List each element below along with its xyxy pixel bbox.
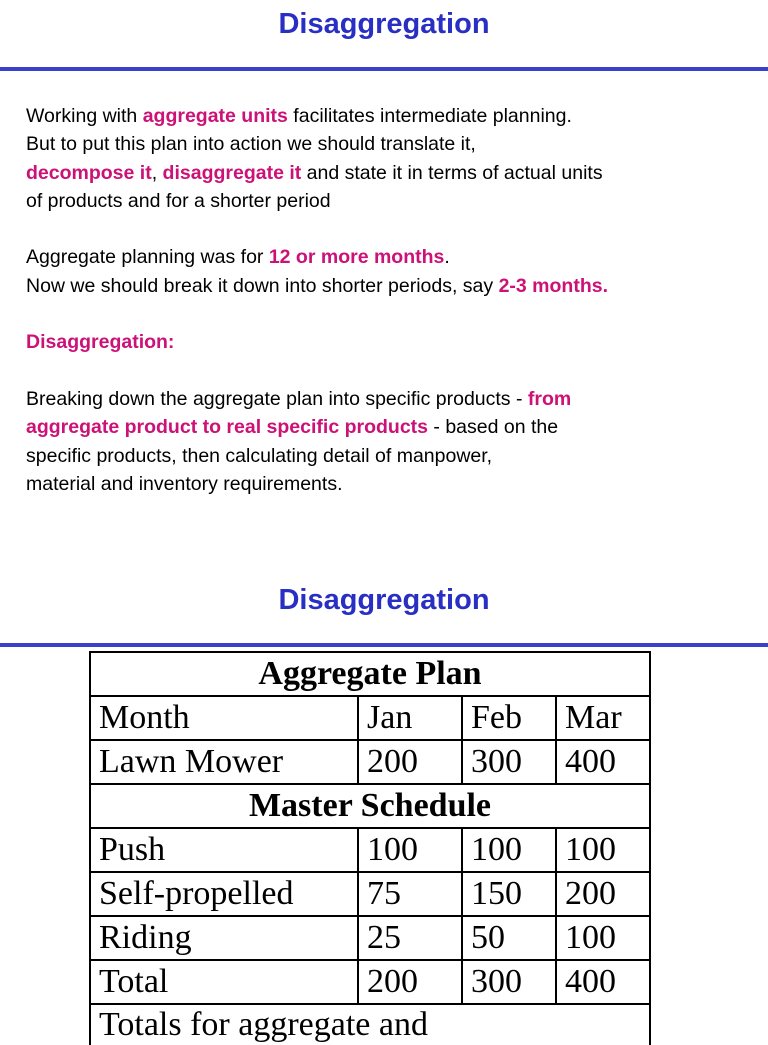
highlight-decompose: decompose it <box>26 161 152 184</box>
month-label: Month <box>90 696 358 740</box>
text: , <box>151 161 163 184</box>
month-cell: Mar <box>556 696 650 740</box>
definition-line-4: material and inventory requirements. <box>26 472 343 495</box>
highlight-disaggregate: disaggregate it <box>162 161 302 184</box>
title-divider <box>0 67 768 71</box>
slide-body <box>26 102 756 498</box>
value-cell: 300 <box>462 960 556 1004</box>
value-cell: 75 <box>358 872 462 916</box>
row-label: Push <box>90 828 358 872</box>
text: . <box>444 246 450 269</box>
value-cell: 25 <box>358 916 462 960</box>
text: Aggregate planning was for <box>26 246 269 269</box>
partial-row: Totals for aggregate and <box>90 1004 650 1045</box>
intro-line-1 <box>26 102 756 130</box>
title-divider-2 <box>0 643 768 647</box>
highlight-2-3-months: 2-3 months. <box>498 274 609 297</box>
text: Now we should break it down into shorter periods, say <box>26 274 499 297</box>
master-schedule-header: Master Schedule <box>90 784 650 828</box>
planning-line-2 <box>26 272 756 300</box>
text: Breaking down the aggregate plan into specific products - <box>26 387 528 410</box>
month-cell: Feb <box>462 696 556 740</box>
row-label: Total <box>90 960 358 1004</box>
section-heading: Disaggregation: <box>26 331 175 354</box>
month-cell: Jan <box>358 696 462 740</box>
table-row <box>90 960 650 1004</box>
definition-line-3: specific products, then calculating detail of manpower, <box>26 444 493 467</box>
value-cell: 100 <box>358 828 462 872</box>
highlight-12-months: 12 or more months <box>268 246 445 269</box>
table-row <box>90 916 650 960</box>
highlight-specific-products: aggregate product to real specific products <box>26 416 428 439</box>
intro-line-4: of products and for a shorter period <box>26 189 331 212</box>
table-row <box>90 1004 650 1045</box>
value-cell: 100 <box>556 916 650 960</box>
table-row <box>90 828 650 872</box>
table-row <box>90 652 650 696</box>
value-cell: 400 <box>556 740 650 784</box>
intro-line-3 <box>26 159 756 187</box>
definition-line-1 <box>26 385 756 413</box>
table-row <box>90 696 650 740</box>
highlight-from: from <box>527 387 572 410</box>
table-row <box>90 872 650 916</box>
row-label: Self-propelled <box>90 872 358 916</box>
slide-title: Disaggregation <box>278 8 490 40</box>
highlight-aggregate-units: aggregate units <box>142 105 288 127</box>
value-cell: 150 <box>462 872 556 916</box>
value-cell: 200 <box>358 740 462 784</box>
text: and state it in terms of actual units <box>301 161 603 184</box>
definition-line-2 <box>26 413 756 441</box>
value-cell: 100 <box>462 828 556 872</box>
value-cell: 50 <box>462 916 556 960</box>
row-label: Lawn Mower <box>90 740 358 784</box>
spacer <box>26 357 756 385</box>
spacer <box>26 300 756 328</box>
intro-line-2: But to put this plan into action we should translate it, <box>26 133 476 156</box>
text: facilitates intermediate planning. <box>287 105 572 127</box>
text: - based on the <box>428 416 559 439</box>
value-cell: 400 <box>556 960 650 1004</box>
table-row <box>90 784 650 828</box>
planning-line-1 <box>26 243 756 271</box>
value-cell: 300 <box>462 740 556 784</box>
row-label: Riding <box>90 916 358 960</box>
table-row <box>90 740 650 784</box>
value-cell: 200 <box>556 872 650 916</box>
value-cell: 200 <box>358 960 462 1004</box>
spacer <box>26 215 756 243</box>
disaggregation-table <box>89 651 651 1045</box>
slide-title-2: Disaggregation <box>278 584 490 616</box>
text: Working with <box>26 105 143 127</box>
value-cell: 100 <box>556 828 650 872</box>
aggregate-plan-header: Aggregate Plan <box>90 652 650 696</box>
